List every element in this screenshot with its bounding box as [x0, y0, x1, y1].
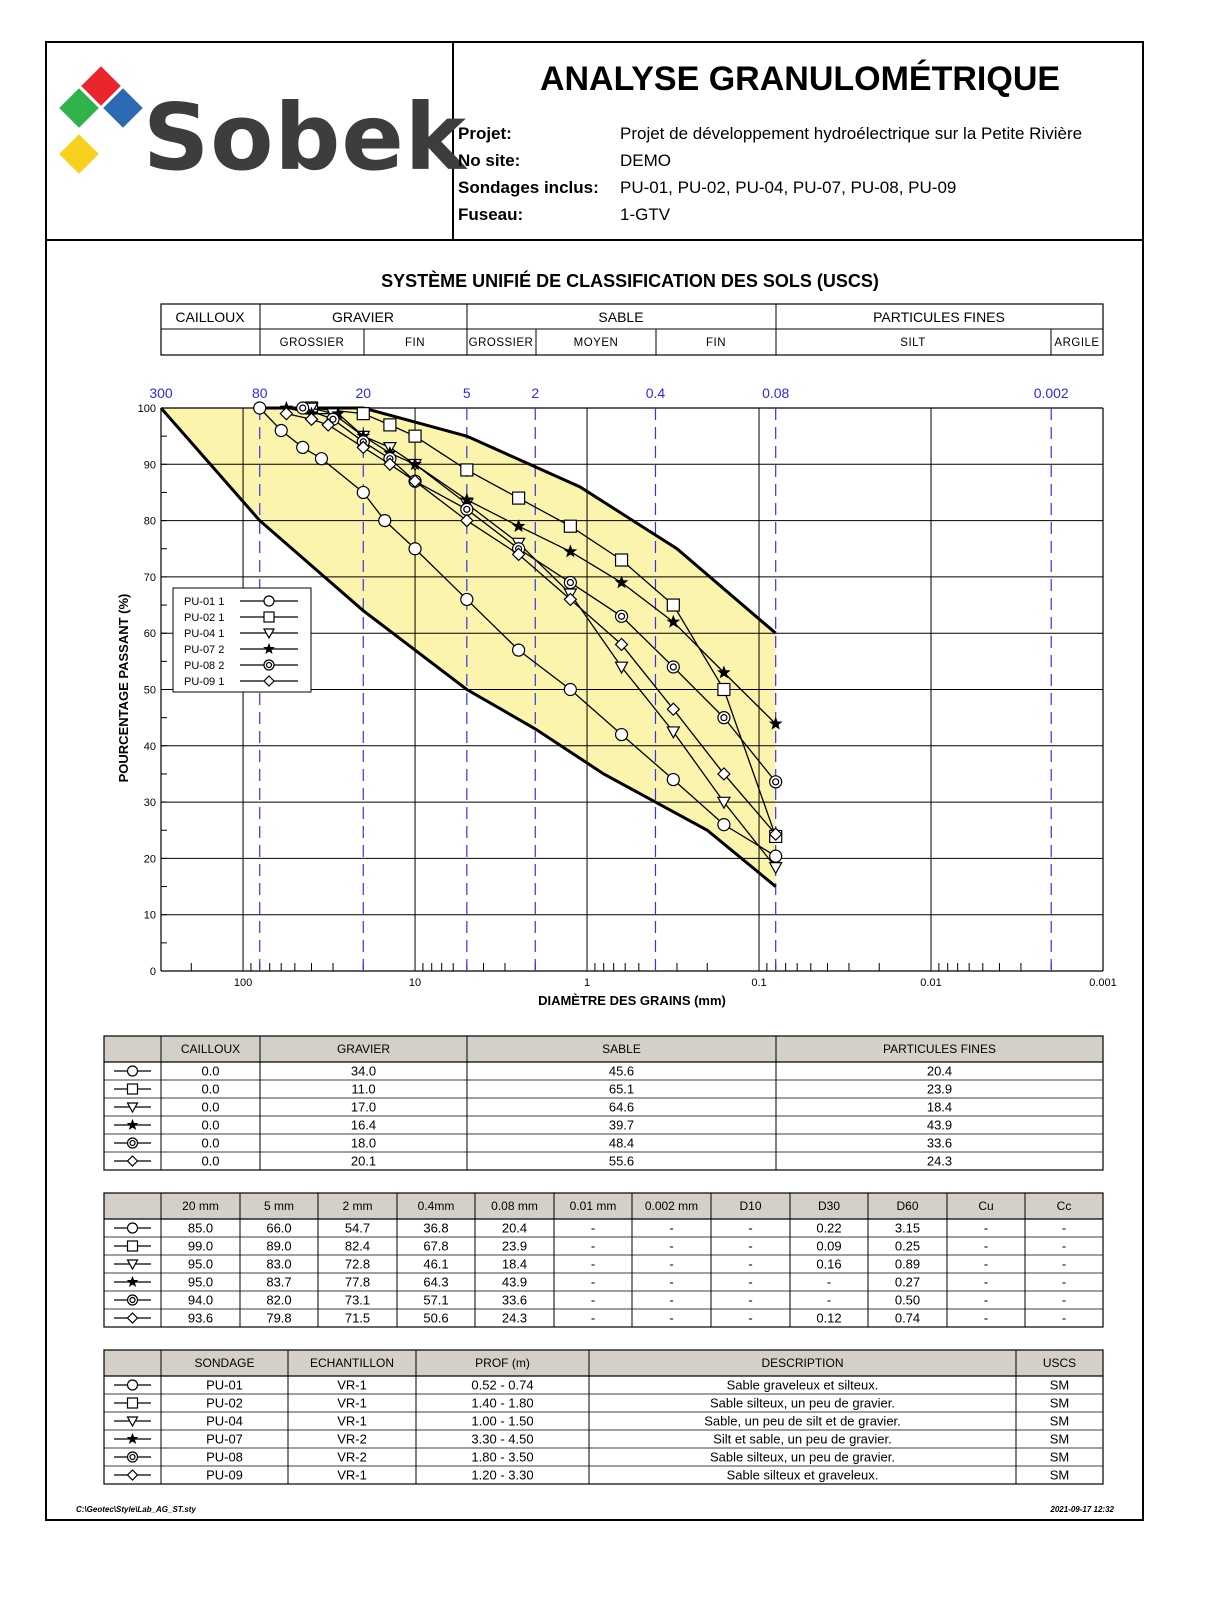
- sieve-label: 80: [251, 385, 268, 401]
- marker-circle: [564, 684, 576, 696]
- passing-table-cell: 23.9: [501, 1238, 528, 1254]
- passing-table-cell: -: [590, 1310, 596, 1326]
- group-fines: PARTICULES FINES: [873, 309, 1005, 325]
- passing-table-cell: -: [1061, 1274, 1067, 1290]
- sieve-label: 2: [531, 385, 540, 401]
- marker-double-circle: [461, 503, 473, 515]
- sieve-label: 0.4: [645, 385, 666, 401]
- sub-sable-moyen: MOYEN: [573, 337, 619, 349]
- sample-table-cell: VR-2: [337, 1449, 367, 1465]
- y-tick-label: 60: [143, 628, 156, 641]
- fractions-table-cell: 55.6: [608, 1153, 635, 1169]
- marker-star: [128, 1277, 138, 1286]
- passing-table-header-cell: 0.08 mm: [491, 1199, 538, 1213]
- passing-table-cell: 0.22: [816, 1220, 842, 1236]
- y-tick-label: 80: [143, 515, 156, 528]
- fractions-table-cell: 23.9: [926, 1081, 953, 1097]
- marker-circle: [616, 729, 628, 741]
- sieve-label: 5: [462, 385, 471, 401]
- marker-double-circle: [264, 660, 274, 670]
- marker-double-circle: [770, 776, 782, 788]
- marker-circle: [770, 850, 782, 862]
- marker-square: [128, 1241, 138, 1251]
- passing-table-header-cell: 20 mm: [182, 1199, 219, 1213]
- passing-table-cell: 0.09: [816, 1238, 842, 1254]
- passing-table-cell: 95.0: [187, 1256, 214, 1272]
- marker-circle: [128, 1380, 138, 1390]
- marker-square: [264, 612, 274, 622]
- fractions-table-cell: 18.0: [350, 1135, 377, 1151]
- passing-table-cell: 57.1: [423, 1292, 449, 1308]
- passing-table-header-cell: D60: [896, 1199, 919, 1213]
- legend-label: PU-09 1: [184, 676, 225, 688]
- marker-square: [667, 599, 679, 611]
- sample-table-cell: PU-04: [206, 1413, 243, 1429]
- passing-table-cell: 71.5: [344, 1310, 371, 1326]
- passing-table-cell: -: [669, 1256, 674, 1272]
- sample-table-header-cell: DESCRIPTION: [761, 1356, 844, 1370]
- passing-table-cell: -: [590, 1220, 596, 1236]
- marker-star: [128, 1434, 138, 1443]
- passing-table-header-cell: 2 mm: [342, 1199, 373, 1213]
- y-tick-label: 30: [143, 797, 156, 810]
- sub-gravier-fin: FIN: [404, 337, 426, 349]
- fractions-table-cell: 0.0: [201, 1081, 220, 1097]
- uscs-group-labels: [175, 309, 1005, 325]
- fractions-table-cell: 11.0: [351, 1081, 376, 1097]
- marker-square: [357, 408, 369, 420]
- sub-silt: SILT: [900, 337, 926, 349]
- passing-table-header-cell: 5 mm: [264, 1199, 294, 1213]
- marker-square: [616, 554, 628, 566]
- passing-table-cell: -: [590, 1274, 596, 1290]
- x-tick-label: 0.001: [1089, 977, 1117, 989]
- passing-table-cell: -: [748, 1238, 753, 1254]
- sample-table-cell: 1.80 - 3.50: [471, 1449, 534, 1465]
- fractions-table-cell: 0.0: [201, 1135, 220, 1151]
- passing-table-cell: 0.27: [894, 1274, 921, 1290]
- passing-table-cell: -: [1061, 1256, 1067, 1272]
- fuseau-label: Fuseau:: [458, 205, 524, 224]
- fractions-table-cell: 0.0: [201, 1153, 220, 1169]
- y-tick-label: 70: [143, 571, 156, 584]
- sample-table-cell: VR-1: [337, 1467, 367, 1483]
- sample-table-cell: PU-01: [206, 1377, 243, 1393]
- sample-table-cell: PU-02: [206, 1395, 243, 1411]
- legend-label: PU-04 1: [184, 628, 225, 640]
- sub-sable-grossier: GROSSIER: [468, 337, 534, 349]
- passing-table-cell: 33.6: [501, 1292, 528, 1308]
- y-tick-label: 50: [143, 684, 156, 697]
- sample-table-cell: 1.00 - 1.50: [471, 1413, 534, 1429]
- passing-table-cell: 0.74: [894, 1310, 921, 1326]
- passing-table-cell: 72.8: [344, 1256, 371, 1272]
- sample-table-header-cell: SONDAGE: [194, 1356, 255, 1370]
- uscs-subgroup-labels: [280, 337, 1100, 349]
- passing-table-cell: 77.8: [344, 1274, 371, 1290]
- passing-table-cell: 43.9: [501, 1274, 528, 1290]
- x-axis-title: DIAMÈTRE DES GRAINS (mm): [538, 993, 726, 1008]
- sample-table-cell: Sable silteux, un peu de gravier.: [709, 1395, 896, 1411]
- passing-table-cell: -: [590, 1238, 596, 1254]
- passing-table-cell: -: [983, 1220, 989, 1236]
- page-title: ANALYSE GRANULOMÉTRIQUE: [539, 60, 1061, 98]
- marker-star: [128, 1120, 138, 1129]
- site-label: No site:: [458, 151, 521, 170]
- passing-table-cell: 3.15: [894, 1220, 921, 1236]
- sample-table-cell: Sable graveleux et silteux.: [726, 1377, 879, 1393]
- passing-table-cell: 95.0: [187, 1274, 214, 1290]
- fractions-table-cell: 20.1: [350, 1153, 377, 1169]
- fractions-table-cell: 24.3: [926, 1153, 953, 1169]
- marker-circle: [379, 515, 391, 527]
- fuseau-value: 1-GTV: [620, 205, 671, 224]
- sample-table-cell: VR-1: [337, 1413, 367, 1429]
- sieve-label: 0.002: [1033, 385, 1069, 401]
- sub-argile: ARGILE: [1054, 337, 1100, 349]
- passing-table-cell: 93.6: [187, 1310, 214, 1326]
- passing-table-cell: -: [748, 1220, 753, 1236]
- passing-table-cell: -: [748, 1274, 753, 1290]
- fractions-table-cell: 16.4: [350, 1117, 377, 1133]
- sub-sable-fin: FIN: [705, 337, 727, 349]
- passing-table-header-cell: D10: [739, 1199, 762, 1213]
- sample-table-header-cell: ECHANTILLON: [309, 1356, 395, 1370]
- passing-table-cell: -: [590, 1256, 596, 1272]
- fractions-table-header-cell: CAILLOUX: [180, 1042, 241, 1056]
- sample-table-cell: 0.52 - 0.74: [471, 1377, 534, 1393]
- marker-circle: [128, 1223, 138, 1233]
- passing-table-cell: 83.0: [266, 1256, 292, 1272]
- passing-table-cell: -: [669, 1238, 674, 1254]
- passing-table-cell: 79.8: [266, 1310, 292, 1326]
- passing-table-cell: -: [1061, 1238, 1067, 1254]
- marker-square: [384, 419, 396, 431]
- passing-table-cell: 36.8: [423, 1220, 449, 1236]
- results-tables: [104, 1036, 1103, 1484]
- sample-table-cell: PU-09: [206, 1467, 243, 1483]
- fractions-table-cell: 18.4: [926, 1099, 953, 1115]
- marker-circle: [297, 441, 309, 453]
- marker-double-circle: [128, 1138, 138, 1148]
- legend-label: PU-08 2: [184, 660, 225, 672]
- sample-table-cell: 1.20 - 3.30: [471, 1467, 534, 1483]
- sample-table-cell: Sable silteux, un peu de gravier.: [709, 1449, 896, 1465]
- fractions-table-cell: 0.0: [201, 1099, 220, 1115]
- marker-circle: [718, 819, 730, 831]
- marker-square: [461, 464, 473, 476]
- marker-double-circle: [564, 577, 576, 589]
- passing-table-cell: -: [983, 1292, 989, 1308]
- fractions-table-cell: 43.9: [926, 1117, 953, 1133]
- sample-table-cell: VR-2: [337, 1431, 367, 1447]
- chart-legend: [173, 588, 311, 692]
- sub-gravier-grossier: GROSSIER: [279, 337, 345, 349]
- x-tick-label: 100: [233, 977, 253, 989]
- marker-double-circle: [718, 712, 730, 724]
- sondages-value: PU-01, PU-02, PU-04, PU-07, PU-08, PU-09: [620, 178, 957, 197]
- sample-table-cell: PU-07: [206, 1431, 243, 1447]
- passing-table-cell: -: [669, 1310, 674, 1326]
- fractions-table-header-cell: SABLE: [602, 1042, 641, 1056]
- y-tick-label: 10: [143, 909, 156, 922]
- passing-table-cell: -: [983, 1256, 989, 1272]
- y-axis-title: POURCENTAGE PASSANT (%): [116, 593, 131, 783]
- marker-circle: [461, 593, 473, 605]
- fractions-table-cell: 34.0: [350, 1063, 377, 1079]
- passing-table-cell: 66.0: [266, 1220, 292, 1236]
- sample-table-cell: VR-1: [337, 1377, 367, 1393]
- fractions-table-cell: 0.0: [201, 1063, 220, 1079]
- passing-table-cell: -: [1061, 1310, 1067, 1326]
- group-gravier: GRAVIER: [332, 309, 394, 325]
- marker-square: [564, 520, 576, 532]
- marker-square: [409, 430, 421, 442]
- marker-square: [513, 492, 525, 504]
- passing-table-cell: 0.25: [894, 1238, 921, 1254]
- passing-table-cell: 94.0: [187, 1292, 214, 1308]
- marker-circle: [357, 486, 369, 498]
- passing-table-header-cell: 0.002 mm: [644, 1199, 699, 1213]
- sample-table-cell: Sable, un peu de silt et de gravier.: [704, 1413, 901, 1429]
- sieve-label: 0.08: [762, 385, 790, 401]
- sieve-label: 20: [355, 385, 372, 401]
- y-tick-label: 20: [143, 853, 156, 866]
- passing-table-header-cell: D30: [817, 1199, 841, 1213]
- sample-table-cell: Sable silteux et graveleux.: [726, 1467, 879, 1483]
- x-tick-label: 0.01: [920, 977, 942, 989]
- footer-path: C:\Geotec\Style\Lab_AG_ST.sty: [76, 1505, 196, 1514]
- sondages-label: Sondages inclus:: [458, 178, 599, 197]
- grain-size-chart: [138, 385, 1117, 989]
- x-tick-label: 1: [583, 977, 591, 989]
- sample-table-cell: SM: [1049, 1395, 1070, 1411]
- sample-table-cell: SM: [1049, 1449, 1070, 1465]
- sample-table-cell: SM: [1049, 1467, 1070, 1483]
- passing-table-cell: 20.4: [501, 1220, 528, 1236]
- fractions-table-cell: 17.0: [350, 1099, 377, 1115]
- sample-table-cell: SM: [1049, 1413, 1070, 1429]
- passing-table-cell: -: [1061, 1292, 1067, 1308]
- sample-table-cell: VR-1: [337, 1395, 367, 1411]
- passing-table-cell: -: [983, 1310, 989, 1326]
- passing-table-cell: 0.16: [816, 1256, 842, 1272]
- passing-table-cell: 0.89: [894, 1256, 921, 1272]
- fractions-table-cell: 45.6: [608, 1063, 635, 1079]
- passing-table-cell: -: [1061, 1220, 1067, 1236]
- fractions-table-header-cell: GRAVIER: [336, 1042, 391, 1056]
- y-tick-label: 100: [137, 403, 156, 415]
- marker-circle: [315, 453, 327, 465]
- marker-circle: [275, 425, 287, 437]
- passing-table-cell: -: [826, 1292, 832, 1308]
- fractions-table-cell: 20.4: [926, 1063, 953, 1079]
- fractions-table-cell: 33.6: [926, 1135, 953, 1151]
- sample-table-cell: SM: [1049, 1377, 1070, 1393]
- passing-table-header-cell: Cc: [1056, 1199, 1072, 1213]
- group-cailloux: CAILLOUX: [175, 309, 245, 325]
- passing-table-header-cell: Cu: [978, 1199, 994, 1213]
- x-tick-label: 10: [408, 977, 422, 989]
- sample-table-cell: SM: [1049, 1431, 1070, 1447]
- group-sable: SABLE: [598, 309, 644, 325]
- passing-table-cell: 67.8: [423, 1238, 449, 1254]
- fractions-table-cell: 39.7: [608, 1117, 635, 1133]
- passing-table-header-cell: 0.01 mm: [569, 1199, 617, 1213]
- logo-text: Sobek: [143, 84, 467, 191]
- passing-table-cell: -: [669, 1220, 674, 1236]
- sample-table-header-cell: PROF (m): [475, 1356, 530, 1370]
- marker-double-circle: [128, 1452, 138, 1462]
- passing-table-cell: 99.0: [187, 1238, 214, 1254]
- fractions-table-cell: 0.0: [201, 1117, 220, 1133]
- passing-table-cell: 83.7: [266, 1274, 292, 1290]
- footer-date: 2021-09-17 12:32: [1050, 1505, 1114, 1514]
- passing-table-header-cell: 0.4mm: [417, 1199, 455, 1213]
- legend-label: PU-01 1: [184, 596, 225, 608]
- passing-table-cell: 85.0: [187, 1220, 214, 1236]
- fractions-table-cell: 48.4: [608, 1135, 635, 1151]
- marker-diamond: [128, 1470, 138, 1480]
- passing-table-cell: 64.3: [423, 1274, 449, 1290]
- marker-double-circle: [297, 402, 309, 414]
- marker-double-circle: [667, 661, 679, 673]
- y-tick-label: 0: [149, 966, 156, 978]
- passing-table-cell: 18.4: [501, 1256, 528, 1272]
- marker-double-circle: [616, 610, 628, 622]
- passing-table-cell: -: [748, 1310, 753, 1326]
- sample-table-cell: 3.30 - 4.50: [471, 1431, 534, 1447]
- marker-square: [128, 1084, 138, 1094]
- projet-value: Projet de développement hydroélectrique sur la Petite Rivière: [620, 124, 1083, 143]
- marker-circle: [264, 596, 274, 606]
- y-tick-label: 90: [143, 459, 156, 472]
- passing-table-cell: 50.6: [423, 1310, 449, 1326]
- marker-circle: [513, 644, 525, 656]
- passing-table-cell: 46.1: [423, 1256, 449, 1272]
- y-tick-label: 40: [143, 740, 156, 753]
- marker-circle: [128, 1066, 138, 1076]
- passing-table-cell: -: [669, 1292, 674, 1308]
- passing-table-cell: -: [748, 1256, 753, 1272]
- sieve-label: 300: [149, 385, 173, 401]
- marker-circle: [254, 402, 266, 414]
- projet-label: Projet:: [458, 124, 512, 143]
- sample-table-header-cell: USCS: [1042, 1356, 1077, 1370]
- passing-table-cell: 54.7: [344, 1220, 371, 1236]
- passing-table-cell: 89.0: [266, 1238, 292, 1254]
- passing-table-cell: 0.12: [816, 1310, 842, 1326]
- passing-table-cell: 73.1: [344, 1292, 371, 1308]
- marker-double-circle: [128, 1295, 138, 1305]
- passing-table-cell: -: [983, 1238, 989, 1254]
- marker-square: [128, 1398, 138, 1408]
- passing-table-cell: 82.0: [266, 1292, 292, 1308]
- legend-label: PU-02 1: [184, 612, 225, 624]
- marker-diamond: [128, 1313, 138, 1323]
- marker-diamond: [128, 1156, 138, 1166]
- site-value: DEMO: [620, 151, 671, 170]
- x-tick-label: 0.1: [751, 977, 767, 989]
- passing-table-cell: 0.50: [894, 1292, 921, 1308]
- marker-square: [718, 684, 730, 696]
- sample-table-cell: 1.40 - 1.80: [471, 1395, 534, 1411]
- fractions-table-cell: 64.6: [608, 1099, 635, 1115]
- passing-table-cell: -: [590, 1292, 596, 1308]
- marker-circle: [667, 774, 679, 786]
- fractions-table-cell: 65.1: [608, 1081, 635, 1097]
- passing-table-cell: -: [983, 1274, 989, 1290]
- legend-label: PU-07 2: [184, 644, 225, 656]
- uscs-title: SYSTÈME UNIFIÉ DE CLASSIFICATION DES SOLS (USCS): [381, 271, 879, 291]
- sample-table-cell: PU-08: [206, 1449, 243, 1465]
- fractions-table-header-cell: PARTICULES FINES: [883, 1042, 996, 1056]
- passing-table-cell: 24.3: [501, 1310, 528, 1326]
- sample-table-cell: Silt et sable, un peu de gravier.: [713, 1431, 892, 1447]
- passing-table-cell: 82.4: [344, 1238, 371, 1254]
- marker-circle: [409, 543, 421, 555]
- passing-table-cell: -: [669, 1274, 674, 1290]
- passing-table-cell: -: [826, 1274, 832, 1290]
- passing-table-cell: -: [748, 1292, 753, 1308]
